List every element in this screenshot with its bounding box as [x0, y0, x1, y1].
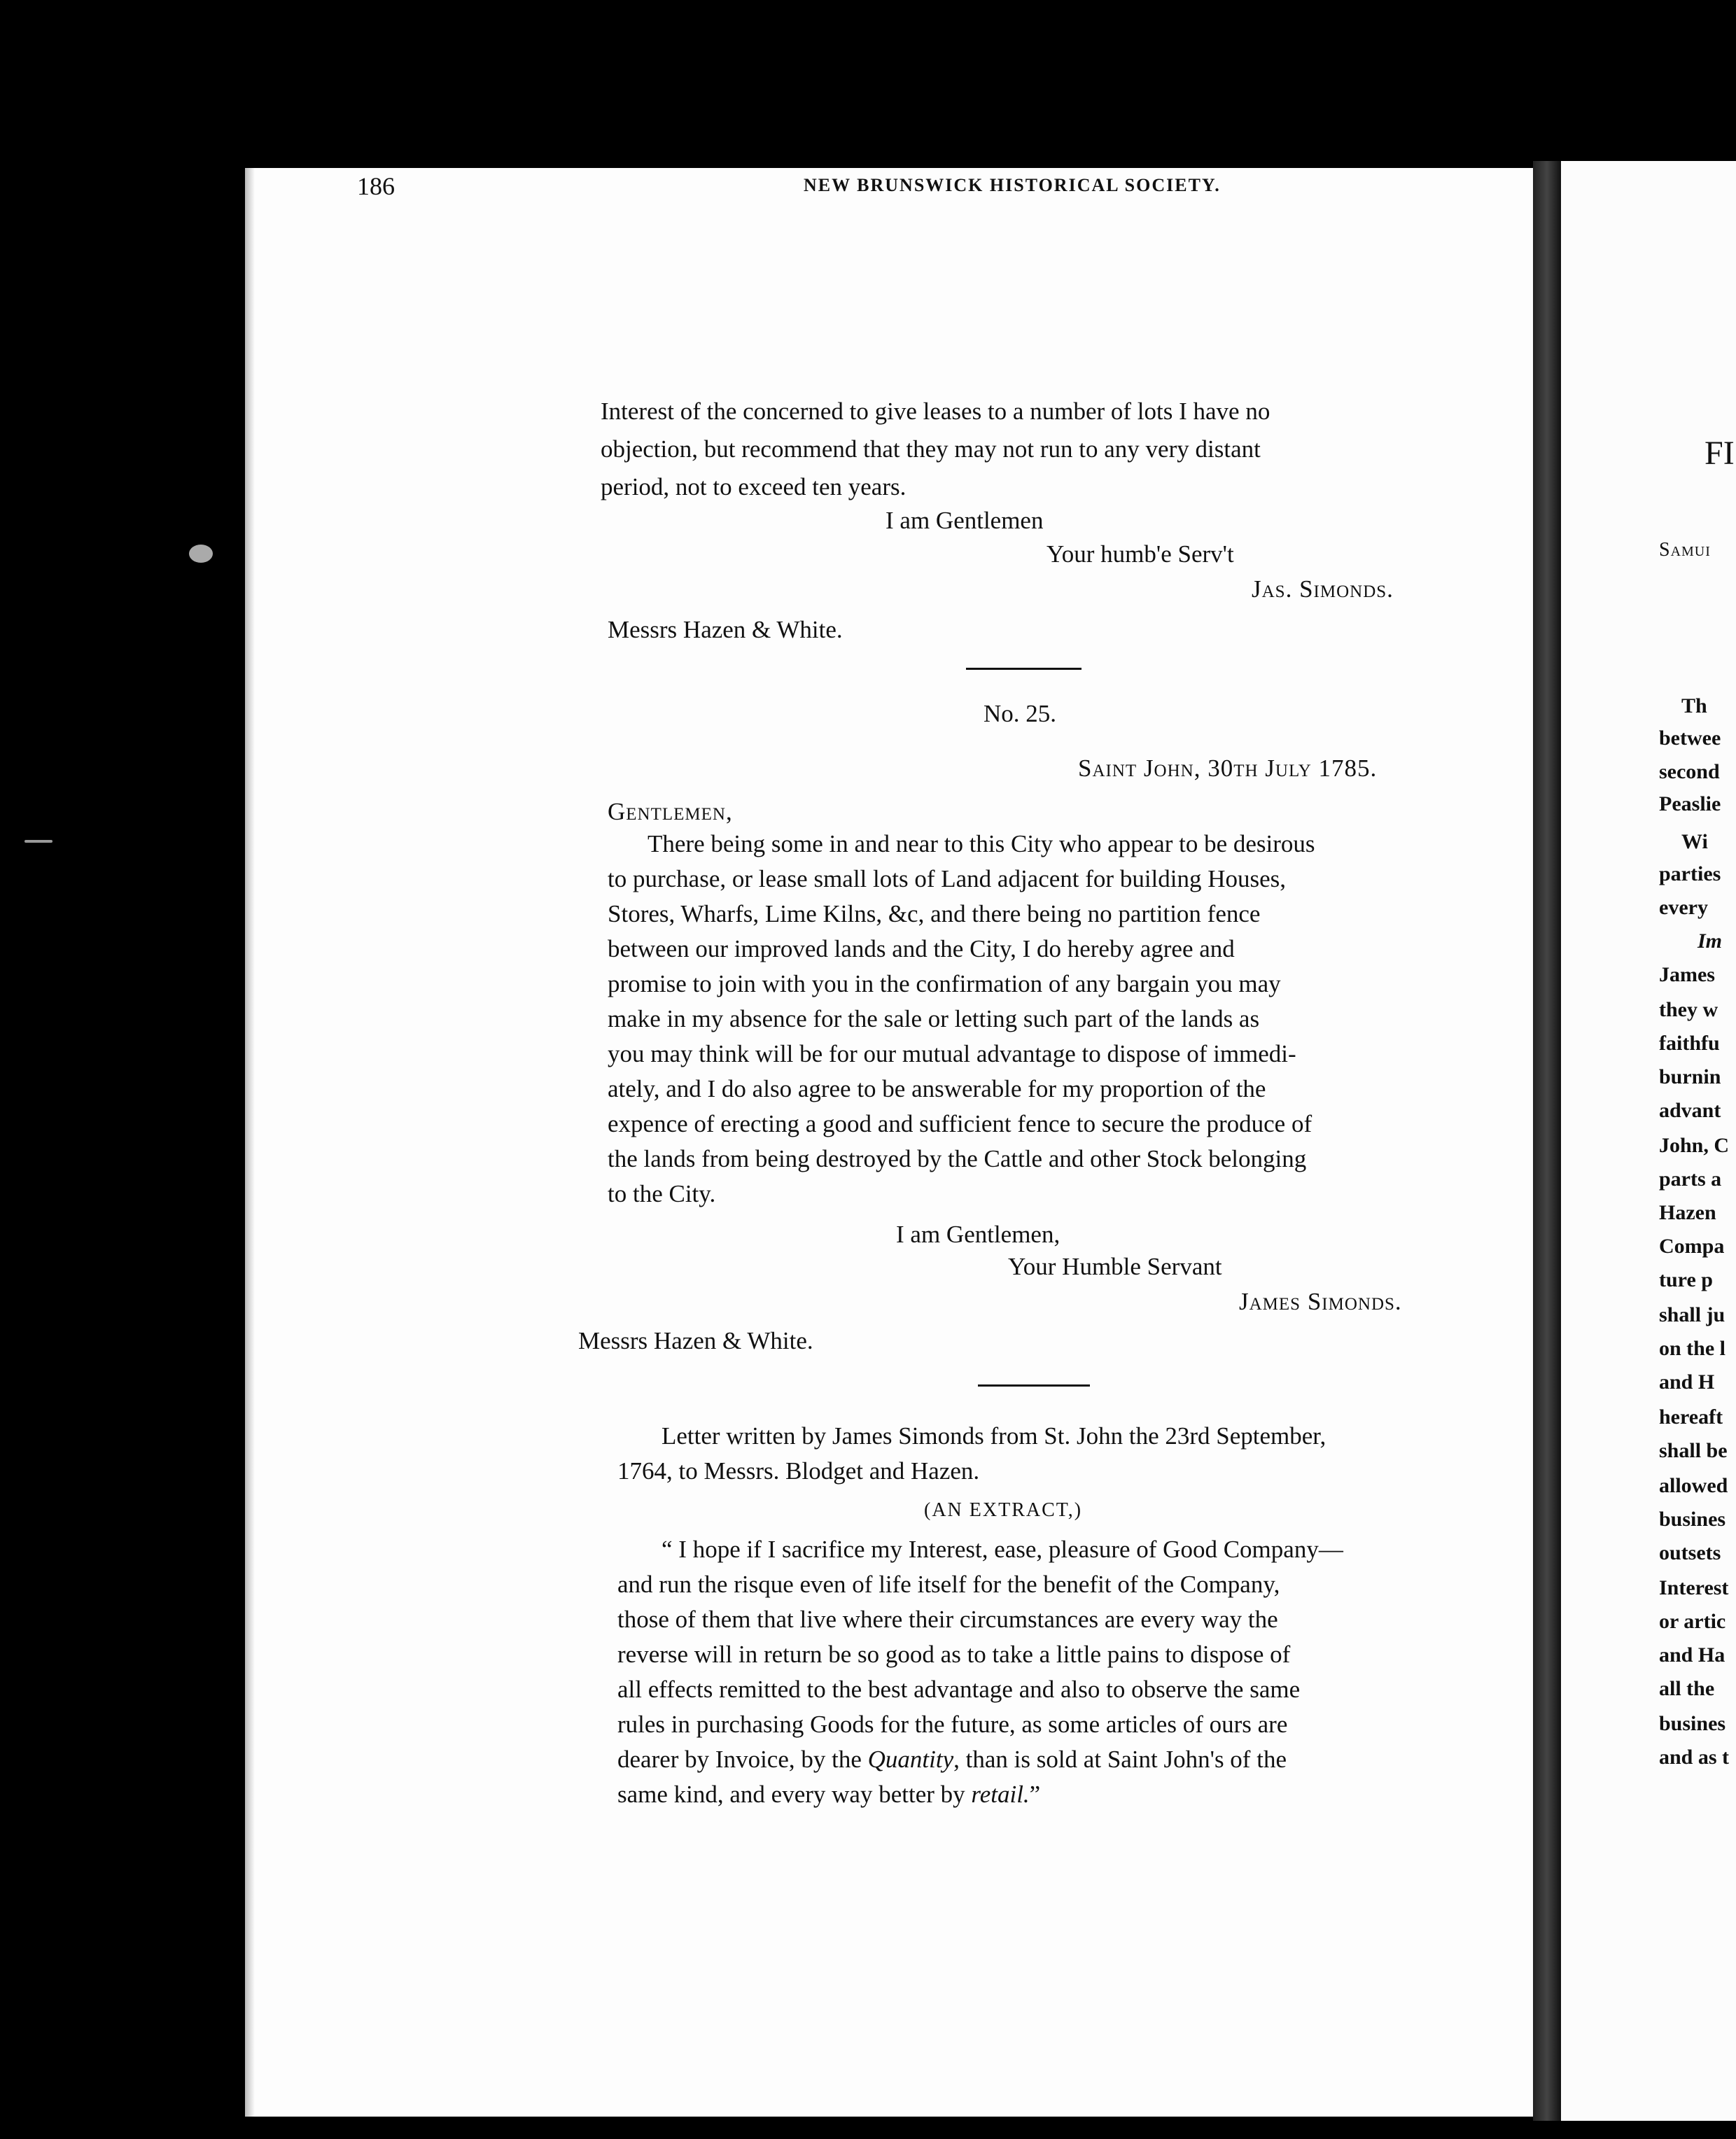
- facing-page-line: parties: [1659, 862, 1721, 885]
- page-number: 186: [357, 172, 395, 200]
- facing-page-title: FI: [1704, 435, 1735, 472]
- signature: Jas. Simonds.: [1252, 575, 1394, 603]
- facing-page-line: shall be: [1659, 1439, 1728, 1462]
- facing-page-line: burnin: [1659, 1065, 1721, 1088]
- quote-line: reverse will in return be so good as to take a little pains to dispose of: [617, 1641, 1291, 1668]
- body-line: to the City.: [608, 1180, 716, 1207]
- quote-line: those of them that live where their circumstances are every way the: [617, 1606, 1278, 1633]
- facing-page-line: or artic: [1659, 1610, 1726, 1633]
- facing-page-line: Compa: [1659, 1235, 1725, 1258]
- facing-page-line: Th: [1681, 694, 1707, 717]
- facing-page-line: ture p: [1659, 1268, 1713, 1291]
- facing-page-line: every: [1659, 896, 1708, 919]
- facing-page-line: Wi: [1681, 830, 1708, 853]
- facing-page-line: on the l: [1659, 1337, 1726, 1360]
- closing-line: I am Gentlemen,: [896, 1221, 1060, 1248]
- signature: James Simonds.: [1239, 1288, 1402, 1315]
- facing-page-line: hereaft: [1659, 1405, 1723, 1429]
- facing-page-line: and as t: [1659, 1746, 1730, 1769]
- body-line: to purchase, or lease small lots of Land adjacent for building Houses,: [608, 865, 1287, 892]
- body-line: There being some in and near to this City who appear to be desirous: [648, 830, 1315, 857]
- extract-intro-line: 1764, to Messrs. Blodget and Hazen.: [617, 1457, 980, 1485]
- facing-page-line: James: [1659, 963, 1715, 986]
- body-line: make in my absence for the sale or letting such part of the lands as: [608, 1005, 1260, 1032]
- complimentary-close: Your Humble Servant: [1008, 1253, 1222, 1280]
- body-line: Stores, Wharfs, Lime Kilns, &c, and there being no partition fence: [608, 900, 1261, 927]
- text-line: Interest of the concerned to give leases to a number of lots I have no: [601, 398, 1270, 425]
- complimentary-close: Your humb'e Serv't: [1046, 540, 1234, 568]
- dateline: Saint John, 30th July 1785.: [1078, 755, 1378, 782]
- body-line: the lands from being destroyed by the Cattle and other Stock belonging: [608, 1145, 1307, 1172]
- facing-page-line: Im: [1698, 930, 1723, 953]
- body-line: expence of erecting a good and sufficient fence to secure the produce of: [608, 1110, 1312, 1137]
- facing-page-line: Peaslie: [1659, 792, 1721, 815]
- facing-page-line: outsets: [1659, 1541, 1721, 1564]
- facing-page-line: shall ju: [1659, 1303, 1726, 1326]
- facing-page-line: and Ha: [1659, 1643, 1726, 1667]
- extract-label: (AN EXTRACT,): [924, 1499, 1083, 1521]
- facing-page-line: parts a: [1659, 1167, 1722, 1191]
- quote-line: all effects remitted to the best advantage and also to observe the same: [617, 1676, 1301, 1703]
- text-line: objection, but recommend that they may not run to any very distant: [601, 435, 1261, 463]
- section-rule: [978, 1384, 1090, 1387]
- addressee: Messrs Hazen & White.: [608, 616, 843, 643]
- addressee: Messrs Hazen & White.: [578, 1327, 813, 1354]
- facing-page-line: John, C: [1659, 1134, 1730, 1157]
- running-head: NEW BRUNSWICK HISTORICAL SOCIETY.: [804, 175, 1221, 195]
- facing-page-line: allowed: [1659, 1474, 1728, 1497]
- letter-number: No. 25.: [983, 700, 1057, 727]
- facing-page-line: Hazen: [1659, 1201, 1716, 1224]
- facing-page-name: Samui: [1659, 539, 1711, 561]
- section-rule: [966, 668, 1082, 670]
- facing-page-line: second: [1659, 760, 1720, 783]
- facing-page-line: Interest: [1659, 1576, 1729, 1599]
- quote-line: dearer by Invoice, by the Quantity, than is sold at Saint John's of the: [617, 1746, 1287, 1773]
- extract-intro-line: Letter written by James Simonds from St. John the 23rd September,: [662, 1422, 1326, 1450]
- facing-page-line: busines: [1659, 1508, 1726, 1531]
- facing-page-line: faithfu: [1659, 1032, 1720, 1055]
- facing-page-line: betwee: [1659, 727, 1721, 750]
- facing-page-line: all the: [1659, 1677, 1715, 1700]
- salutation: Gentlemen,: [608, 798, 733, 825]
- facing-page-line: and H: [1659, 1370, 1715, 1394]
- body-line: you may think will be for our mutual advantage to dispose of immedi-: [608, 1040, 1296, 1067]
- quote-line: rules in purchasing Goods for the future, as some articles of ours are: [617, 1711, 1288, 1738]
- closing-line: I am Gentlemen: [886, 507, 1044, 534]
- body-line: between our improved lands and the City, I do hereby agree and: [608, 935, 1235, 962]
- facing-page-line: busines: [1659, 1712, 1726, 1735]
- body-line: promise to join with you in the confirmation of any bargain you may: [608, 970, 1281, 997]
- facing-page-line: they w: [1659, 998, 1718, 1021]
- quote-line: same kind, and every way better by retail.”: [617, 1781, 1041, 1808]
- facing-page-line: advant: [1659, 1099, 1721, 1122]
- quote-line: “ I hope if I sacrifice my Interest, ease, pleasure of Good Company—: [662, 1536, 1343, 1563]
- body-line: ately, and I do also agree to be answerable for my proportion of the: [608, 1075, 1266, 1102]
- text-line: period, not to exceed ten years.: [601, 473, 906, 500]
- quote-line: and run the risque even of life itself for the benefit of the Company,: [617, 1571, 1280, 1598]
